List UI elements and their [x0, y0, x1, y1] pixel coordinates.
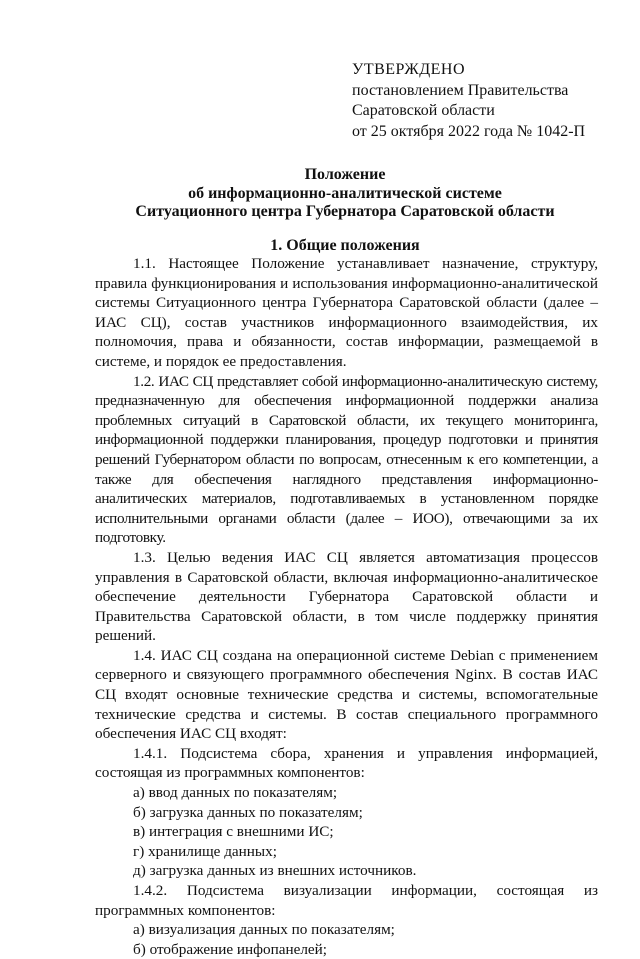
paragraph-1-2: 1.2. ИАС СЦ представляет собой информационно-аналитическую систему, предназначенную для обеспечения информационной поддержки анализа проблемных ситуаций в Саратовской области, их текущего мониторинга, информационной поддержки планирования, процедур подготовки и принятия решений Губернатором области по вопросам, отнесенным к его компетенции, а также для обеспечения наглядного представления информационно-аналитических материалов, подготавливаемых в установленном порядке исполнительными органами области (далее – ИОО), отвечающими за их подготовку. — [95, 372, 598, 547]
approval-stamp — [352, 60, 612, 142]
paragraph-1-1: 1.1. Настоящее Положение устанавливает назначение, структуру, правила функционирования и использования информационно-аналитической системы Ситуационного центра Губернатора Саратовской области (далее – ИАС СЦ), состав участников информационного взаимодействия, их полномочия, права и обязанности, состав информации, размещаемой в системе, и порядок ее предоставления. — [95, 255, 598, 370]
approval-line-2: Саратовской области — [352, 102, 495, 119]
list-item: в) интеграция с внешними ИС; — [133, 823, 334, 841]
paragraph-1-4: 1.4. ИАС СЦ создана на операционной системе Debian с применением серверного и связующего программного обеспечения Nginx. В состав ИАС СЦ входят основные технические средства и системы, вспомогательные технические средства и системы. В состав специального программного обеспечения ИАС СЦ входят: — [95, 646, 598, 743]
approval-line-1: постановлением Правительства — [352, 81, 569, 99]
section-heading: 1. Общие положения — [270, 237, 420, 254]
approval-title: УТВЕРЖДЕНО — [352, 61, 466, 78]
paragraph-1-4-2: 1.4.2. Подсистема визуализации информации, состоящая из программных компонентов: — [95, 882, 598, 919]
document-title-line-1: Положение — [304, 166, 386, 183]
list-item: д) загрузка данных из внешних источников. — [133, 862, 417, 880]
paragraph-1-4-1: 1.4.1. Подсистема сбора, хранения и управления информацией, состоящая из программных компонентов: — [95, 744, 598, 782]
approval-line-3: от 25 октября 2022 года № 1042-П — [352, 122, 586, 140]
list-item: а) ввод данных по показателям; — [133, 784, 338, 802]
document-title-line-2: об информационно-аналитической системе — [188, 184, 502, 202]
list-item: б) отображение инфопанелей; — [133, 940, 327, 958]
list-item: б) загрузка данных по показателям; — [133, 803, 363, 821]
document-body — [95, 254, 598, 959]
list-item: г) хранилище данных; — [133, 842, 277, 860]
paragraph-1-3: 1.3. Целью ведения ИАС СЦ является автоматизация процессов управления в Саратовской области, включая информационно-аналитическое обеспечение деятельности Губернатора Саратовской области и Правительства Саратовской области, в том числе поддержку принятия решений. — [95, 548, 598, 645]
list-item: а) визуализация данных по показателям; — [133, 921, 395, 939]
document-title-line-3: Ситуационного центра Губернатора Саратовской области — [135, 203, 555, 220]
document-title — [95, 166, 595, 222]
